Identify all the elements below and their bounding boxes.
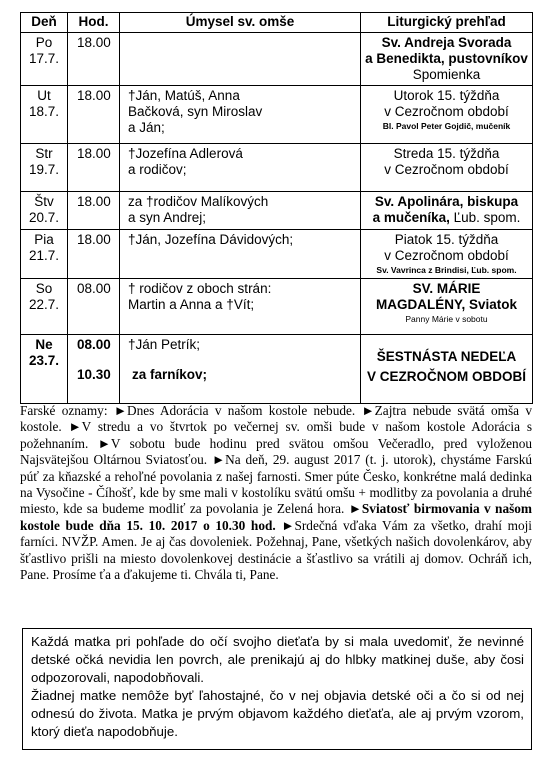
liturgy-cell [361, 279, 533, 335]
announcements-lead: Farské oznamy: [20, 403, 108, 418]
liturgy-note: Sv. Vavrinca z Brindisi, Ľub. spom. [376, 265, 517, 275]
table-row [21, 144, 533, 192]
intention-line: a syn Andrej; [128, 210, 207, 225]
time-cell: 18.00 [68, 33, 120, 86]
liturgy-line: v Cezročnom období [384, 104, 509, 119]
day-cell [21, 144, 68, 192]
intention-cell [120, 230, 361, 279]
day-name: Štv [34, 194, 54, 209]
liturgy-note: Bl. Pavol Peter Gojdič, mučeník [382, 121, 511, 131]
liturgy-line: Sv. Andreja Svorada [381, 35, 512, 50]
liturgy-cell [361, 86, 533, 144]
day-date: 19.7. [28, 162, 60, 177]
intention-line: † rodičov z oboch strán: [128, 281, 272, 296]
time-cell: 18.00 [68, 230, 120, 279]
liturgy-rank: Spomienka [412, 67, 481, 82]
intention-line: Bačková, syn Miroslav [128, 104, 263, 119]
header-intention: Úmysel sv. omše [120, 13, 361, 33]
quote-paragraph: Každá matka pri pohľade do očí svojho dieťaťa by si mala uvedomiť, že nevinné detské očká nevidia len povrch, ale prenikajú aj do hlbky matkinej duše, aby čosi odpozorovali, napodobňovali. [31, 634, 524, 685]
liturgy-cell [361, 33, 533, 86]
liturgy-line: Utorok 15. týždňa [393, 88, 500, 103]
liturgy-line: SV. MÁRIE [412, 281, 481, 296]
liturgy-line: Sv. Apolinára, biskupa [374, 194, 519, 209]
liturgy-line: MAGDALÉNY, Sviatok [375, 297, 518, 312]
intention-cell [120, 335, 361, 404]
intention-cell [120, 33, 361, 86]
intention-line: †Ján, Jozefína Dávidových; [128, 232, 294, 247]
mother-quote-box [22, 628, 532, 750]
time-cell: 08.00 [68, 279, 120, 335]
table-row [21, 86, 533, 144]
intention-line: †Ján, Matúš, Anna [128, 88, 240, 103]
liturgy-cell [361, 192, 533, 230]
intention-line: za †rodičov Malíkových [128, 194, 269, 209]
quote-paragraph: Žiadnej matke nemôže byť ľahostajné, čo v nej objavia detské oči a čo si od nej odnesú do života. Matka je prvým objavom každého dieťaťa, ale aj prvým vzorom, ktorý dieťa napodobňuje. [31, 688, 524, 739]
intention-line: †Jozefína Adlerová [128, 146, 243, 161]
day-date: 18.7. [28, 104, 60, 119]
time-first: 08.00 [77, 337, 111, 352]
time-second: 10.30 [77, 367, 111, 382]
table-row [21, 230, 533, 279]
liturgy-line: v Cezročnom období [384, 162, 509, 177]
time-cell: 18.00 [68, 144, 120, 192]
announcements-text: ►Dnes Adorácia v našom kostole nebude. ►Zajtra nebude svätá omša v kostole. ►V stredu a vo štvrtok po večernej sv. omši bude v našom kostole Adorácia s požehnaním. ►V sobotu bude hodinu pred svätou omšou Večeradlo, pred vyloženou Najsvätejšou Oltárnou Sviatosťou. ►Na deň, 29. august 2017 (t. j. utorok), chystáme Farskú púť za kňazské a rehoľné povolania z našej farnosti. Smer púte Česko, konkrétne malá dedinka na Vysočine - Číhošť, kde by sme mali v kostolíku svätú omšu + modlitby za povolania a druhé miesto, kde sa budeme modliť za povolania je Zelená hora. [20, 403, 532, 517]
intention-cell [120, 192, 361, 230]
liturgy-rank: Ľub. spom. [449, 210, 521, 225]
liturgy-line: V CEZROČNOM OBDOBÍ [366, 369, 526, 384]
day-date: 22.7. [28, 297, 60, 312]
day-name: Str [35, 146, 53, 161]
table-row [21, 279, 533, 335]
day-cell [21, 86, 68, 144]
parish-announcements [20, 403, 532, 583]
day-name: Ne [35, 337, 53, 352]
liturgy-line: a mučeníka, [372, 210, 450, 225]
day-cell [21, 192, 68, 230]
liturgy-cell [361, 335, 533, 404]
day-name: Pia [34, 232, 54, 247]
intention-line: a Ján; [128, 120, 165, 135]
liturgy-cell [361, 144, 533, 192]
intention-cell [120, 86, 361, 144]
intention-line: Martin a Anna a †Vít; [128, 297, 255, 312]
header-hour: Hod. [68, 13, 120, 33]
time-cell [68, 335, 120, 404]
day-name: Po [35, 35, 53, 50]
time-cell: 18.00 [68, 86, 120, 144]
day-date: 20.7. [28, 210, 60, 225]
confirmation-notice: ►Sviatosť birmovania v našom kostole bude dňa 15. 10. 2017 o 10.30 hod. [20, 501, 532, 533]
table-header-row [21, 13, 533, 33]
intention-line: a rodičov; [128, 162, 187, 177]
liturgy-line: v Cezročnom období [384, 248, 509, 263]
header-day: Deň [21, 13, 68, 33]
day-name: So [35, 281, 53, 296]
liturgy-line: ŠESTNÁSTA NEDEĽA [376, 349, 517, 364]
day-date: 17.7. [28, 51, 60, 66]
day-cell [21, 33, 68, 86]
table-row [21, 192, 533, 230]
day-name: Ut [37, 88, 51, 103]
liturgy-note: Panny Márie v sobotu [405, 314, 488, 324]
liturgy-cell [361, 230, 533, 279]
day-date: 23.7. [28, 353, 60, 368]
day-date: 21.7. [28, 248, 60, 263]
intention-cell [120, 144, 361, 192]
announcements-text: ►Srdečná vďaka Vám za všetko, drahí moji farníci. NVŽP. Amen. Je aj čas dovoleniek. Požehnaj, Pane, všetkých našich dovolenkárov, aby šťastlivo prišli na miesto dovolenkovej destinácie a šťastlivo sa vrátili aj domov. Ochráň ich, Pane. Prosíme ťa a ďakujeme ti. Chvála ti, Pane. [20, 517, 532, 583]
intention-line: †Ján Petrík; [128, 337, 201, 352]
liturgy-line: Piatok 15. týždňa [394, 232, 499, 247]
liturgy-line: a Benedikta, pustovníkov [365, 51, 528, 66]
mass-schedule-table [20, 12, 533, 404]
header-liturgy: Liturgický prehľad [361, 13, 533, 33]
intention-cell [120, 279, 361, 335]
time-cell: 18.00 [68, 192, 120, 230]
table-row [21, 33, 533, 86]
liturgy-line: Streda 15. týždňa [393, 146, 500, 161]
day-cell [21, 279, 68, 335]
intention-line: za farníkov; [132, 367, 208, 382]
day-cell [21, 230, 68, 279]
table-row [21, 335, 533, 404]
day-cell [21, 335, 68, 404]
